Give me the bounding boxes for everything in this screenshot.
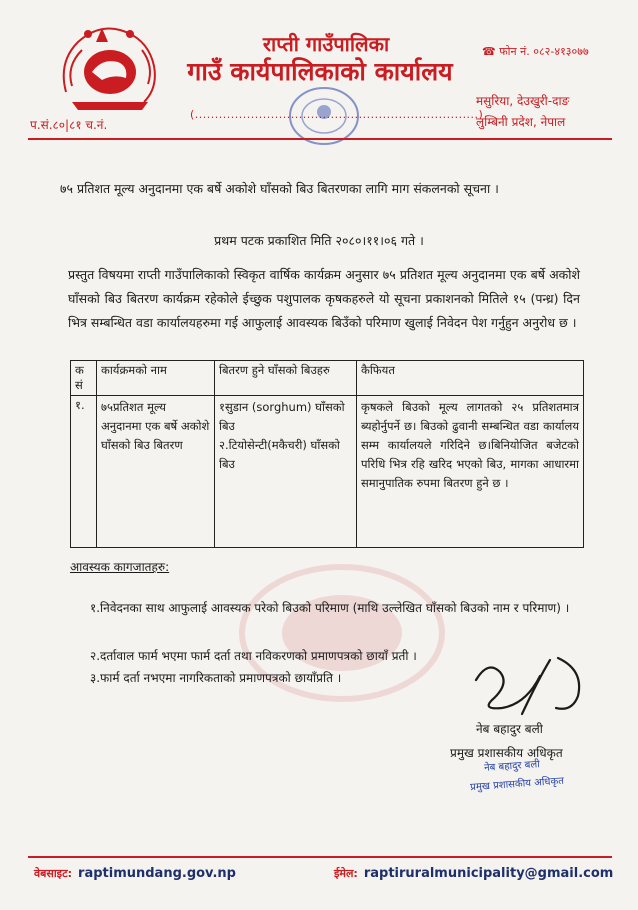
table-header-row [71, 361, 584, 396]
stamp-name: नेब बहादुर बली [483, 759, 541, 774]
notice-subject: ७५ प्रतिशत मूल्य अनुदानमा एक बर्षे अकोशे घाँसको बिउ बितरणका लागि माग संकलनको सूचना । [60, 181, 499, 196]
website-label: वेबसाइट: [34, 867, 73, 880]
signatory-title: प्रमुख प्रशासकीय अधिकृत [450, 746, 563, 760]
email-label: ईमेल: [334, 867, 358, 880]
email-link[interactable]: raptiruralmunicipality@gmail.com [363, 866, 614, 881]
seed-item: २.टियोसेन्टी(मकैचरी) घाँसको बिउ [219, 438, 340, 471]
phone-number: ☎ फोन नं. ०८२-४१३०७७ [482, 45, 589, 58]
header-divider [28, 138, 612, 140]
nepal-emblem-icon [58, 22, 160, 114]
cell-program: ७५प्रतिशत मूल्य अनुदानमा एक बर्षे अकोशे घाँसको बिउ बितरण [97, 396, 215, 548]
stamp-title: प्रमुख प्रशासकीय अधिकृत [469, 775, 565, 794]
org-name-line2: गाउँ कार्यपालिकाको कार्यालय [187, 57, 453, 86]
addressee-blank: (.......................................................................) [190, 108, 484, 121]
cell-seeds [215, 396, 357, 548]
requirement-item: ३.फार्म दर्ता नभएमा नागरिकताको प्रमाणपत्रको छायाँप्रति । [90, 671, 342, 685]
requirement-item: १.निवेदनका साथ आफुलाई आवस्यक परेको बिउको परिमाण (माथि उल्लेखित घाँसको बिउको नाम र परिमाण) । [90, 601, 570, 615]
footer-email [334, 866, 613, 881]
requirements-heading: आवस्यक कागजातहरु: [70, 560, 170, 574]
cell-remarks: कृषकले बिउको मूल्य लागतको २५ प्रतिशतमात्र ब्यहोर्नुपर्ने छ। बिउको ढुवानी सम्बन्धित वडा कार्यालय सम्म कार्यालयले गरिदिने छ।बिनियोजित बजेटको परिधि भित्र रहि खरिद भएको बिउ, मागका आधारमा समानुपातिक रुपमा बितरण हुने छ । [357, 396, 584, 548]
table-row [71, 396, 584, 548]
col-header-remarks: कैफियत [357, 361, 584, 396]
signature-mark [462, 650, 594, 718]
col-header-sn: क सं [71, 361, 97, 396]
signatory-name: नेब बहादुर बली [476, 722, 543, 736]
cell-sn: १. [71, 396, 97, 548]
notice-body: प्रस्तुत विषयमा राप्ती गाउँपालिकाको स्विकृत वार्षिक कार्यक्रम अनुसार ७५ प्रतिशत मूल्य अनुदानमा एक बर्षे अकोशे घाँसको बिउ बितरण कार्यक्रम रहेकोले ईच्छुक पशुपालक कृषकहरुले यो सूचना प्रकाशनको मितिले १५ (पन्ध्र) दिन भित्र सम्बन्धित वडा कार्यालयहरुमा गई आफुलाई आवस्यक बिउँको परिमाण खुलाई निवेदन पेश गर्नुहुन अनुरोध छ । [68, 267, 580, 330]
seed-item: १सुडान (sorghum) घाँसको बिउ [219, 400, 345, 433]
website-link[interactable]: raptimundang.gov.np [78, 866, 236, 881]
col-header-program: कार्यक्रमको नाम [97, 361, 215, 396]
reference-number: प.सं.८०|८१ च.नं. [30, 118, 108, 132]
col-header-seeds: बितरण हुने घाँसको बिउहरु [215, 361, 357, 396]
requirement-item: २.दर्तावाल फार्म भएमा फार्म दर्ता तथा नविकरणको प्रमाणपत्रको छायाँ प्रती । [90, 649, 417, 663]
published-date: प्रथम पटक प्रकाशित मिति २०८०।११।०६ गते । [214, 233, 424, 248]
footer-divider [28, 856, 612, 858]
distribution-table [70, 360, 584, 548]
footer-website [34, 866, 236, 881]
org-name-line1: राप्ती गाउँपालिका [262, 32, 390, 56]
address-line1: मसुरिया, देउखुरी-दाङ [476, 94, 570, 108]
address-line2: लुम्बिनी प्रदेश, नेपाल [476, 115, 566, 129]
